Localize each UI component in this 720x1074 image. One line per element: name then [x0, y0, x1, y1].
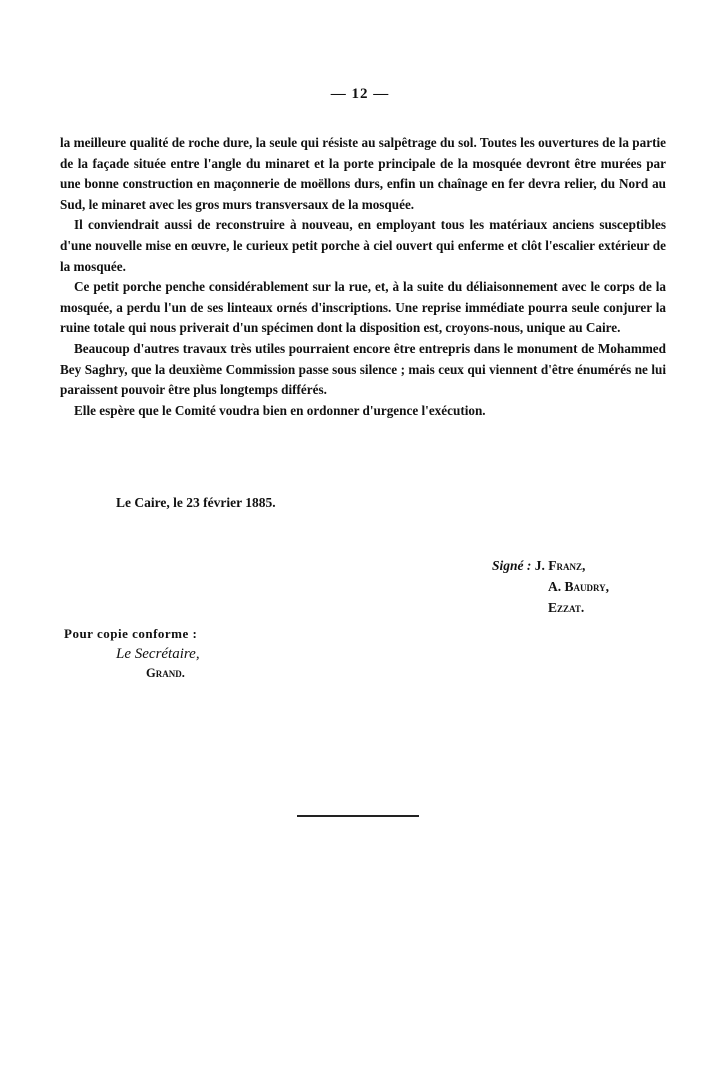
signature-label: Signé :	[492, 558, 532, 573]
copy-heading: Pour copie conforme :	[64, 626, 198, 641]
paragraph-5: Elle espère que le Comité voudra bien en ordonner d'urgence l'exécution.	[74, 402, 486, 418]
body-text	[60, 133, 666, 421]
signatory-baudry: A. Baudry,	[548, 579, 610, 594]
signature-block	[492, 555, 609, 618]
signatory-ezzat: Ezzat.	[548, 600, 585, 615]
paragraph-1: la meilleure qualité de roche dure, la seule qui résiste au salpêtrage du sol. Toutes les ouvertures de la partie de la façade située entre l'angle du minaret et la porte principale de la mosquée devront être murées par une bonne construction en maçonnerie de moëllons durs, enfin un chaînage en fer devra relier, du Nord au Sud, le minaret avec les gros murs transversaux de la mosquée.	[60, 135, 666, 212]
secretary-name: Grand.	[146, 666, 185, 680]
paragraph-3: Ce petit porche penche considérablement sur la rue, et, à la suite du déliaisonnement avec le corps de la mosquée, a perdu l'un de ses linteaux ornés d'inscriptions. Une reprise immédiate pourra seule conjurer la ruine totale qui nous priverait d'un spécimen dont la disposition est, croyons-nous, unique au Caire.	[60, 279, 666, 336]
page-number: — 12 —	[330, 86, 390, 102]
secretary-title: Le Secrétaire,	[116, 646, 200, 662]
paragraph-2: Il conviendrait aussi de reconstruire à nouveau, en employant tous les matériaux anciens susceptibles d'une nouvelle mise en œuvre, le curieux petit porche à ciel ouvert qui enferme et clôt l'escalier extérieur de la mosquée.	[60, 217, 666, 274]
signature-line-1	[492, 555, 609, 576]
copy-conforme-block	[64, 626, 200, 681]
paragraph-4: Beaucoup d'autres travaux très utiles pourraient encore être entrepris dans le monument de Mohammed Bey Saghry, que la deuxième Commission passe sous silence ; mais ceux qui viennent d'être énumérés ne lui paraissent pouvoir être plus longtemps différés.	[60, 340, 666, 398]
signatory-franz: J. Franz,	[534, 558, 586, 573]
closing-rule	[297, 815, 419, 817]
dateline: Le Caire, le 23 février 1885.	[116, 495, 276, 510]
